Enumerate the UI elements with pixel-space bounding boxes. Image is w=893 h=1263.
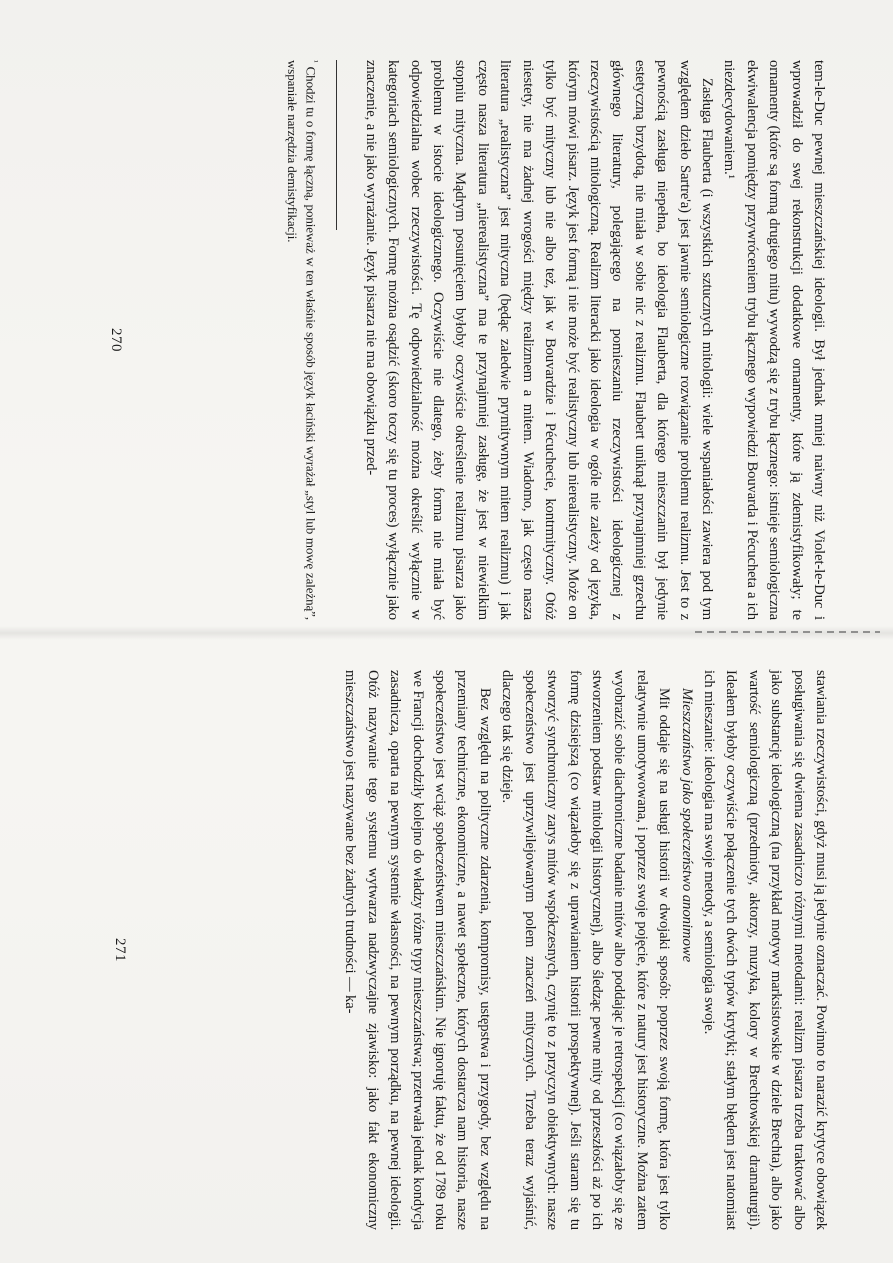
page-270 — [50, 60, 830, 620]
page-number: 270 — [108, 328, 124, 352]
footnote-rule — [336, 60, 337, 230]
book-gutter — [0, 626, 893, 640]
paragraph: Bez względu na polityczne zdarzenia, kompromisy, ustępstwa i przygody, bez względu na przemiany techniczne, ekonomiczne, a nawet społeczne, których dostarcza nam historia, nasze społeczeństwo jest wciąż społeczeństwem mieszczańskim. Nie ignoruję faktu, że od 1789 roku we Francji dochodziły kolejno do władzy różne typy mieszczaństwa; przetrwała jednak kondycja zasadnicza, oparta na pewnym systemie własności, na pewnym porządku, na pewnej ideologii. Otóż nazywanie tego systemu wytwarza nadzwyczajne zjawisko: jako fakt ekonomiczny mieszczaństwo jest nazywane bez żadnych trudności — ka- — [342, 670, 493, 1230]
page-271 — [52, 670, 832, 1230]
page-number: 271 — [112, 938, 128, 962]
page-270-body — [283, 60, 830, 620]
paragraph: tem-le-Duc pewnej mieszczańskiej ideologii. Był jednak mniej naiwny niż Violet-le-Duc i wprowadził do swej rekonstrukcji dodatkowe ornamenty, które ją zdemistyfikowały; te ornamenty (które są formą drugiego mitu) wywodzą się z trybu łącznego: istnieje semiologiczna ekwiwalencja pomiędzy przywróceniem trybu łącznego wypowiedzi Bouvarda i Pécucheta a ich niezdecydowaniem.¹ — [721, 60, 827, 620]
footnote — [283, 60, 324, 620]
scan-artifact — [695, 631, 880, 633]
paragraph: Mit oddaje się na usługi historii w dwojaki sposób: poprzez swoją formę, która jest tylko relatywnie umotywowana, i poprzez swoje pojęcie, które z natury jest historyczne. Można zatem wyobrazić sobie diachroniczne badanie mitów albo poddając je retrospekcji (co wiązałoby się ze stworzeniem podstaw mitologii historycznej), albo śledząc pewne mity od przeszłości aż po ich formę dzisiejszą (co wiązałoby się z uprawianiem historii prospektywnej). Jeśli staram się tu stworzyć synchroniczny zarys mitów współczesnych, czynię to z przyczyn obiektywnych: nasze społeczeństwo jest uprzywilejowanym polem znaczeń mitycznych. Trzeba teraz wyjaśnić, dlaczego tak się dzieje. — [499, 670, 673, 1230]
paragraph: Zasługa Flauberta (i wszystkich sztucznych mitologii: wiele wspaniałości zawiera pod tym względem dzieło Sartre'a) jest jawnie semiologiczne rozwiązanie problemu realizmu. Jest to z pewnością zasługa niepełna, bo ideologia Flauberta, dla którego mieszczanin był jedynie estetyczną brzydotą, nie miała w sobie nic z realizmu. Flaubert uniknął przynajmniej grzechu głównego literatury, polegającego na pomieszaniu rzeczywistości ideologicznej z rzeczywistością mitologiczną. Realizm literacki jako ideologia w ogóle nie zależy od języka, którym mówi pisarz. Język jest formą i nie może być realistyczny lub nierealistyczny. Może on tylko być mityczny lub nie albo też, jak w Bouvardzie i Pécuchecie, kontrmityczny. Otóż niestety, nie ma żadnej wrogości między realizmem a mitem. Wiadomo, jak często nasza literatura „realistyczna” jest mityczna (będąc zaledwie prymitywnym mitem realizmu) i jak często nasza literatura „nierealistyczna” ma te przynajmniej zasługę, że jest w niewielkim stopniu mityczna. Mądrym posunięciem byłoby oczywiście określenie realizmu pisarza jako problemu w istocie ideologicznego. Oczywiście nie dlatego, żeby forma nie miała być odpowiedzialna wobec rzeczywistości. Tę odpowiedzialność można określić wyłącznie w kategoriach semiologicznych. Formę można osądzić (skoro toczy się tu proces) wyłącznie jako znaczenie, a nie jako wyrażanie. Język pisarza nie ma obowiązku przed- — [362, 60, 715, 620]
paragraph: stawiania rzeczywistości, gdyż musi ją jedynie oznaczać. Powinno to narazić krytyce obowiązek posługiwania się dwiema zasadniczo różnymi metodami: realizm pisarza trzeba traktować albo jako substancję ideologiczną (na przykład motywy marksistowskie w dziele Brechta), albo jako wartość semiologiczną (przedmioty, aktorzy, muzyka, kolory w Brechtowskiej dramaturgii). Ideałem byłoby oczywiście połączenie tych dwóch typów krytyki; stałym błędem jest natomiast ich mieszanie: ideologia ma swoje metody, a semiologia swoje. — [700, 670, 829, 1230]
page-271-body — [339, 670, 832, 1230]
section-heading: Mieszczaństwo jako społeczeństwo anonimowe — [678, 688, 695, 963]
footnote-text: Chodzi tu o formę łączną, ponieważ w ten właśnie sposób język łaciński wyrażał „styl lub mowę zależną”, wspaniałe narzędzia demistyfikacji. — [285, 60, 320, 620]
footnote-mark: ¹ — [310, 60, 321, 63]
